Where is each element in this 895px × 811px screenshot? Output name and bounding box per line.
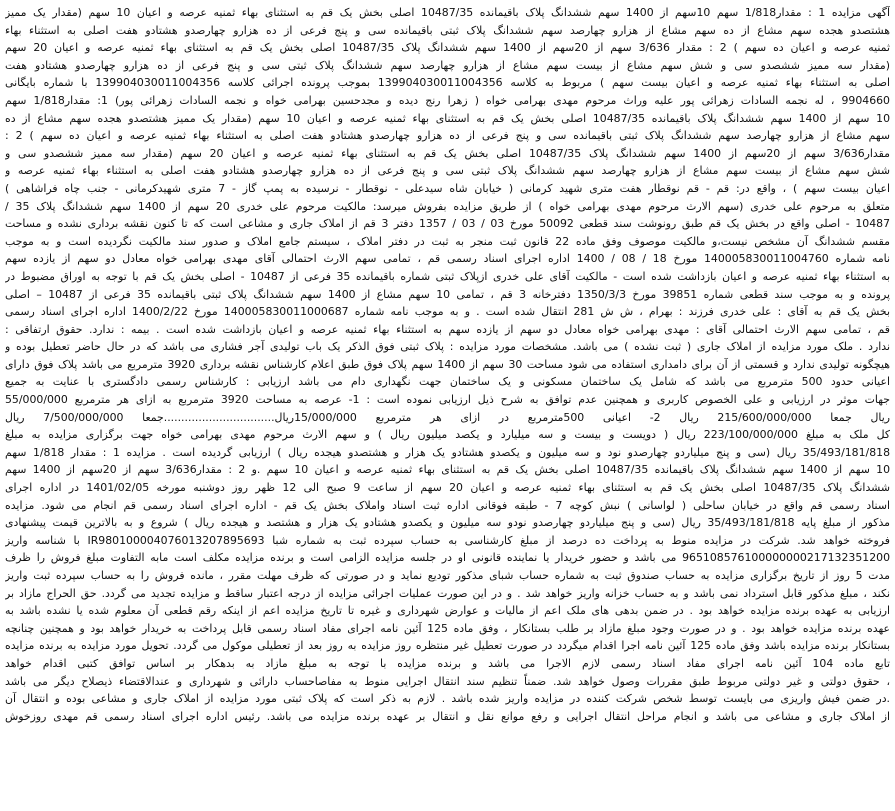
text-line: شش سهم مشاع از بیست سهم مشاع از هزارو چهارصد سهم ششدانگ پلاک ثبتی سی و پنج فرعی از ده هزارو چهارصدو هشتادو هفت اصلی به استثناء بهاء ثمنیه عرصه و (5, 164, 890, 178)
text-line: مذکور از مبلغ پایه 35/493/181/818 ریال (سی و پنج میلیاردو چهارصدو نودو سه میلیون و یکصدو هشتادو یک هزار و هشتصد و هیجده ریال ) شروع و به بالاترین قیمت پیشنهادی (5, 516, 890, 530)
text-line: هشتصدو هجده سهم مشاع از ده سهم مشاع از هزارو چهارصد سهم ششدانگ پلاک ثبتی باقیمانده سی و پنج فرعی از ده هزارو چهارصدو هشتادو هفت اصلی به استثناء بهاء (5, 23, 890, 37)
text-line: 10 سهم از 1400 سهم ششدانگ پلاک باقیمانده 10487/35 اصلی بخش یک قم به استثنای بهاء ثمنیه عرصه و اعیان 10 سهم (مقدار یک ممیز هشتصدو هجده سهم مشاع از ده (5, 111, 890, 125)
text-line (5, 743, 890, 761)
text-line: .در ضمن فیش واریزی می بایست توسط شخص شرکت کننده در مزایده واریز شده باشد . لازم به ذکر است که پلاک ثبتی مورد مزایده از املاک جاری و مشاعی بوده و انتقال آن (5, 692, 890, 706)
text-line: بخش یک قم به آقای : علی خدری فرزند : بهرام ، ش ش 281 انتقال شده است . و به موجب نامه شماره 140005830011000687 مورخ 1400/2/22 اداره اجرای اسناد رسمی (5, 305, 890, 319)
text-line: ، حقوق دولتی و غیر دولتی مربوط طبق مقررات وصول خواهد شد. ضمناً تنظیم سند انتقال اجرایی منوط به مفاصاحساب دارائی و شهرداری و عندالاقتضاء ذیصلاح دیگر می باشد (5, 674, 890, 688)
text-line: ندارد . ملک مورد مزایده از املاک جاری ( ثبت نشده ) می باشد. مشخصات مورد مزایده : پلاک ثبتی فوق الذکر یک باب تولیدی آجر فشاری می باشد که در حال حاضر تعطیل بوده و (5, 340, 890, 354)
text-line: فروخته خواهد شد. شرکت در مزایده منوط به پرداخت ده درصد از مبلغ کارشناسی به حساب سپرده ثبت به شماره شبا IR980100004076013207895693 با شناسه واریز (5, 533, 890, 547)
text-line: قم ، تمامی سهم الارث احتمالی آقای : مهدی بهرامی خواه معادل دو سهم از یازده سهم به استثناء بهاء ثمنیه عرصه و اعیان بازداشت شده است . بیمه : ندارد. حقوق ارتفاقی : (5, 322, 890, 336)
text-line (5, 725, 890, 743)
text-line: نامه شماره 140005830011004760 مورخ 18 / 08 / 1400 اداره اجرای اسناد رسمی قم ، تمامی سهم الارث احتمالی آقای مهدی بهرامی خواه معادل دو سهم از یازده سهم (5, 252, 890, 266)
text-line: مدت 5 روز از تاریخ برگزاری مزایده به حساب صندوق ثبت به شماره حساب شبای مذکور تودیع نماید و در صورتی که ظرف مهلت مقرر ، مانده فروش را به حساب سپرده ثبت واریز (5, 569, 890, 582)
text-line: مقسم ششدانگ آن مشخص نیست،و مالکیت موصوف وفق ماده 22 قانون ثبت منجر به ثبت در دفتر املاک ، سیستم جامع املاک و صدور سند مالکیت نگردیده است و به موجب (5, 234, 890, 248)
text-line: اعیانی حدود 500 مترمربع می باشد که شامل یک ساختمان مسکونی و یک ساختمان جهت نگهداری دام می باشد ارزیابی : کارشناس رسمی دادگستری با عنایت به جمیع (5, 375, 890, 389)
text-line: به استثناء بهاء ثمنیه عرصه و اعیان بازداشت شده است - مالکیت آقای علی خدری ازپلاک ثبتی شماره باقیمانده 35 فرعی از 10487 - اصلی بخش یک قم با توجه به اوراق مضبوط در (5, 269, 890, 283)
text-line: 10 سهم از 1400 سهم ششدانگ پلاک باقیمانده 10487/35 اصلی بخش یک قم به استثنای بهاء ثمنیه عرصه و اعیان 10 سهم .و 2 : مقدار3/636 سهم از 20سهم از 1400 سهم (5, 463, 890, 477)
text-line: 965108576100000000217132351200 می باشد و حضور خریدار یا نماینده قانونی او در جلسه مزایده الزامی است و برنده مزایده مکلف است مابه التفاوت مبلغ فروش را ظرف (5, 551, 890, 565)
text-line: هیچگونه تولیدی ندارد و قسمتی از آن برای دامداری استفاده می شود مساحت 30 سهم از 1400 سهم پلاک فوق طبق اعلام کارشناس نقشه برداری 3920 مترمربع می باشد پلاک فوق دارای (5, 357, 890, 371)
text-line: جهات موثر در ارزیابی و علی الخصوص کاربری و همچنین عدم توافق به شرح ذیل ارزیابی نموده است : 1- عرصه به مساحت 3920 مترمربع به ازای هر مترمربع 55/000/000 (5, 393, 890, 407)
text-line: ششدانگ پلاک 10487/35 اصلی بخش یک قم به استثنای بهاء ثمنیه عرصه و اعیان 20 سهم از ساعت 9 صبح الی 12 ظهر روز دوشنبه مورخه 1401/02/05 در اداره اجرای (5, 481, 890, 495)
text-line: سهم مشاع از هزارو چهارصد سهم ششدانگ پلاک ثبتی باقیمانده سی و پنج فرعی از ده هزارو چهارصدو هشتادو هفت اصلی به استثناء بهاء ثمنیه عرصه و اعیان ده سهم ) 2 : (5, 129, 890, 143)
text-line: تابع ماده 104 آئین نامه اجرای مفاد اسناد رسمی لازم الاجرا می باشد و برنده مزایده با توجه به مبلغ مازاد به بدهکار بر اساس توافق کتبی اقدام خواهد (5, 656, 890, 670)
text-line: متعلق به مرحوم علی خدری (سهم الارث مرحوم مهدی بهرامی خواه ) از طریق مزایده بفروش میرسد: مالکیت مرحوم علی خدری 20 سهم از 1400 سهم ششدانگ پلاک 35 / (5, 199, 890, 213)
text-line: 35/493/181/818 ریال (سی و پنج میلیاردو چهارصدو نود و سه میلیون و یکصدو هشتادو یک هزار و هشتصدو هیجده ریال ) ارزیابی گردیده است . مزایده 1 : مقدار 1/818 سهم (5, 445, 890, 459)
text-line: (مقدار سه ممیز ششصدو سی و شش سهم مشاع از بیست سهم مشاع از هزارو چهارصد سهم ششدانگ پلاک ثبتی سی و پنج فرعی از ده هزارو چهارصدو هشتادو هفت (5, 58, 890, 72)
text-line: بستانکار برنده مزایده باشد وفق ماده 125 آئین نامه اجرا اقدام میگردد در صورت تعطیل غیر منتظره روز مزایده به روز بعد از تعطیلی موکول می گردد. تحویل مورد مزایده به برنده مزایده (5, 639, 890, 653)
text-line: 10487 - اصلی واقع در بخش یک قم طبق رونوشت سند قطعی 50092 مورخ 03 / 03 / 1357 دفتر 3 قم از املاک جاری و مشاعی است که تا کنون نقشه برداری نشده و مساحت (5, 217, 890, 231)
text-line: ریال جمعا 215/600/000/000 ریال 2- اعیانی 500مترمربع در ازای هر مترمربع 15/000/000ریال................................جمعا 7/500/000/000 ریال (5, 410, 890, 424)
text-line: مقدار3/636 سهم از 20سهم از 1400 سهم ششدانگ پلاک 10487/35 اصلی بخش یک قم به استثنای بهاء ثمنیه عرصه و اعیان 20 سهم (مقدار سه ممیز ششصدو سی و (5, 146, 890, 160)
text-line: نکند ، مبلغ مذکور قابل استرداد نمی باشد و به حساب خزانه واریز خواهد شد . و در این صورت عملیات اجرائی مزایده از درجه اعتبار ساقط و مزایده تجدید می گردد. حق الحراج مازاد بر (5, 586, 890, 600)
text-line: از املاک جاری و مشاعی می باشد و انجام مراحل انتقال اجرایی و رفع موانع نقل و انتقال بر عهده برنده مزایده می باشد. رئیس اداره اجرای اسناد رسمی قم مهدی روزخوش (5, 709, 890, 723)
text-line: اسناد رسمی قم واقع در خیابان ساحلی ( لواسانی ) نبش کوچه 7 - طبقه فوقانی اداره ثبت اسناد واملاک بخش یک قم - اداره اجرای اسناد رسمی قم انجام می شود. مزایده (5, 498, 890, 512)
text-line: ثمنیه عرصه و اعیان ده سهم ) 2 : مقدار 3/636 سهم از 20سهم از 1400 سهم ششدانگ پلاک 10487/35 اصلی بخش یک قم به استثنای بهاء ثمنیه عرصه و اعیان 20 سهم (5, 41, 890, 55)
text-line: ارزیابی به عهده برنده مزایده خواهد بود . در ضمن بدهی های ملک اعم از مالیات و عوارض شهرداری و غیره تا تاریخ مزایده اعم از اینکه رقم قطعی آن معلوم شده یا نشده باشد به (5, 604, 890, 618)
text-line: کل ملک به مبلغ 223/100/000/000 ریال ( دویست و بیست و سه میلیارد و یکصد میلیون ریال ) و سهم الارث مرحوم مهدی بهرامی خواه جهت برگزاری مزایده به مبلغ (5, 428, 890, 442)
text-line: آگهی مزایده 1 : مقدار1/818 سهم 10سهم از 1400 سهم ششدانگ پلاک باقیمانده 10487/35 اصلی بخش یک قم به استثنای بهاء ثمنیه عرصه و اعیان 10 سهم (مقدار یک ممیز (5, 6, 890, 19)
text-line: عهده برنده مزایده خواهد بود . و در صورت وجود مبلغ مازاد بر طلب بستانکار ، وفق ماده 125 آئین نامه اجرای مفاد اسناد رسمی قابل پرداخت به خریدار خواهد بود و همچنین چنانچه (5, 621, 890, 635)
text-line: 9904660 ، له نجمه السادات زهرائی پور علیه وراث مرحوم مهدی بهرامی خواه ( زهرا رنج دیده و مجدحسین بهرامی خواه و نجمه السادات زهرائی پور) 1: مقدار1/818 سهم (5, 93, 890, 107)
text-line: اصلی به استثناء بهاء ثمنیه عرصه و اعیان بیست سهم ) مربوط به کلاسه 139904030011004356 بموجب پرونده اجرائی کلاسه 139904030011004356 با شماره بایگانی (5, 76, 890, 90)
text-line: اعیان بیست سهم ) ، واقع در: قم - قم نوقطار هفت متری شهید کرمانی ( خیابان شاه سیدعلی - نوقطار - نرسیده به پمپ گاز - 7 متری شهیدکرمانی - جنب چاه فراشاهی ) (5, 181, 890, 195)
text-line: پرونده و به موجب سند قطعی شماره 39851 مورخ 1350/3/3 دفترخانه 3 قم ، تمامی 10 سهم مشاع از 1400 سهم ششدانگ پلاک ثبتی باقیمانده 35 فرعی از 10487 – اصلی (5, 287, 890, 301)
